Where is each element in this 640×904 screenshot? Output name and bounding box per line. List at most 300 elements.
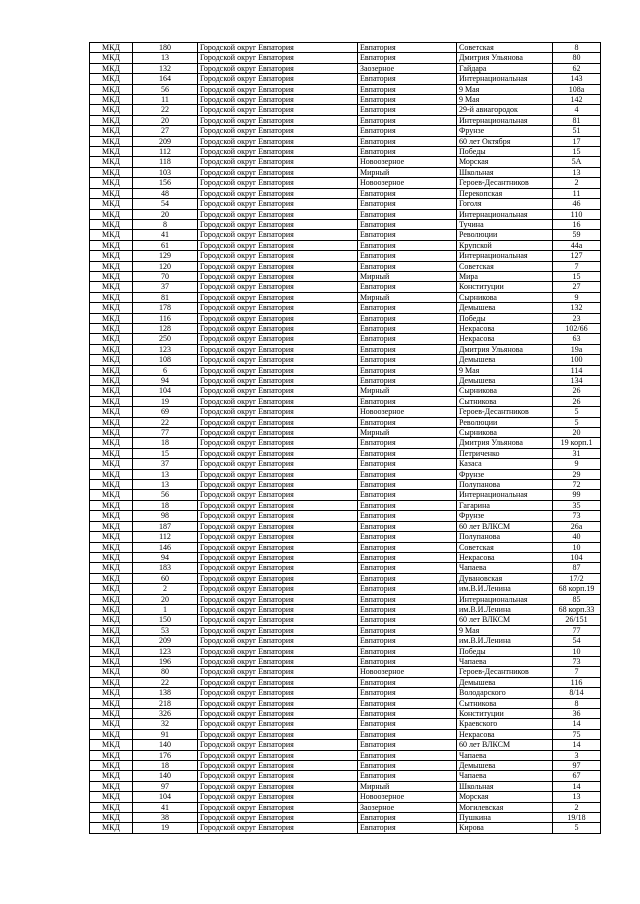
building-type-cell: МКД [90,667,133,677]
district-cell: Городской округ Евпатория [198,323,358,333]
object-number-cell: 140 [133,740,198,750]
house-number-cell: 19 корп.1 [553,438,601,448]
object-number-cell: 13 [133,53,198,63]
settlement-cell: Евпатория [358,500,457,510]
house-number-cell: 51 [553,126,601,136]
table-row [90,344,601,354]
street-cell: Победы [457,313,553,323]
district-cell: Городской округ Евпатория [198,188,358,198]
district-cell: Городской округ Евпатория [198,480,358,490]
house-number-cell: 54 [553,636,601,646]
street-cell: Дмитрия Ульянова [457,438,553,448]
settlement-cell: Мирный [358,386,457,396]
object-number-cell: 164 [133,74,198,84]
table-row [90,469,601,479]
object-number-cell: 37 [133,282,198,292]
settlement-cell: Евпатория [358,84,457,94]
building-type-cell: МКД [90,813,133,823]
house-number-cell: 5 [553,407,601,417]
district-cell: Городской округ Евпатория [198,761,358,771]
house-number-cell: 19/18 [553,813,601,823]
house-number-cell: 26 [553,386,601,396]
building-type-cell: МКД [90,292,133,302]
house-number-cell: 102/66 [553,323,601,333]
district-cell: Городской округ Евпатория [198,500,358,510]
street-cell: Фрунзе [457,469,553,479]
street-cell: 60 лет ВЛКСМ [457,521,553,531]
table-row [90,761,601,771]
district-cell: Городской округ Евпатория [198,292,358,302]
street-cell: Некрасова [457,729,553,739]
settlement-cell: Евпатория [358,719,457,729]
house-number-cell: 5 [553,417,601,427]
house-number-cell: 27 [553,282,601,292]
house-number-cell: 10 [553,542,601,552]
house-number-cell: 17 [553,136,601,146]
object-number-cell: 81 [133,292,198,302]
building-type-cell: МКД [90,95,133,105]
building-type-cell: МКД [90,521,133,531]
object-number-cell: 2 [133,584,198,594]
settlement-cell: Евпатория [358,646,457,656]
street-cell: Сытникова [457,698,553,708]
building-type-cell: МКД [90,105,133,115]
settlement-cell: Евпатория [358,656,457,666]
district-cell: Городской округ Евпатория [198,750,358,760]
table-row [90,802,601,812]
settlement-cell: Новоозерное [358,667,457,677]
building-type-cell: МКД [90,615,133,625]
house-number-cell: 14 [553,781,601,791]
table-row [90,500,601,510]
house-number-cell: 80 [553,53,601,63]
district-cell: Городской округ Евпатория [198,719,358,729]
object-number-cell: 54 [133,199,198,209]
district-cell: Городской округ Евпатория [198,147,358,157]
settlement-cell: Евпатория [358,438,457,448]
house-number-cell: 10 [553,646,601,656]
object-number-cell: 132 [133,63,198,73]
object-number-cell: 112 [133,532,198,542]
table-row [90,43,601,53]
building-type-cell: МКД [90,719,133,729]
table-row [90,105,601,115]
street-cell: 9 Мая [457,365,553,375]
building-type-cell: МКД [90,750,133,760]
settlement-cell: Евпатория [358,563,457,573]
building-type-cell: МКД [90,303,133,313]
house-number-cell: 75 [553,729,601,739]
building-type-cell: МКД [90,365,133,375]
table-row [90,490,601,500]
building-type-cell: МКД [90,230,133,240]
district-cell: Городской округ Евпатория [198,771,358,781]
building-type-cell: МКД [90,136,133,146]
object-number-cell: 138 [133,688,198,698]
house-number-cell: 68 корп.19 [553,584,601,594]
district-cell: Городской округ Евпатория [198,448,358,458]
object-number-cell: 8 [133,219,198,229]
object-number-cell: 140 [133,771,198,781]
street-cell: Интернациональная [457,115,553,125]
house-number-cell: 20 [553,428,601,438]
street-cell: Володарского [457,688,553,698]
settlement-cell: Евпатория [358,282,457,292]
street-cell: Сытникова [457,396,553,406]
table-row [90,199,601,209]
table-row [90,53,601,63]
settlement-cell: Евпатория [358,448,457,458]
district-cell: Городской округ Евпатория [198,740,358,750]
district-cell: Городской округ Евпатория [198,792,358,802]
table-row [90,84,601,94]
table-row [90,126,601,136]
building-type-cell: МКД [90,271,133,281]
object-number-cell: 94 [133,376,198,386]
object-number-cell: 178 [133,303,198,313]
table-row [90,313,601,323]
table-row [90,563,601,573]
district-cell: Городской округ Евпатория [198,240,358,250]
object-number-cell: 128 [133,323,198,333]
building-type-cell: МКД [90,199,133,209]
district-cell: Городской округ Евпатория [198,802,358,812]
object-number-cell: 38 [133,813,198,823]
street-cell: Гайдара [457,63,553,73]
building-type-cell: МКД [90,126,133,136]
street-cell: им.В.И.Ленина [457,584,553,594]
district-cell: Городской округ Евпатория [198,729,358,739]
table-row [90,282,601,292]
building-type-cell: МКД [90,594,133,604]
building-type-cell: МКД [90,761,133,771]
settlement-cell: Евпатория [358,688,457,698]
settlement-cell: Евпатория [358,615,457,625]
house-number-cell: 99 [553,490,601,500]
building-type-cell: МКД [90,656,133,666]
settlement-cell: Евпатория [358,376,457,386]
street-cell: 60 лет Октября [457,136,553,146]
house-number-cell: 9 [553,459,601,469]
building-type-cell: МКД [90,219,133,229]
district-cell: Городской округ Евпатория [198,615,358,625]
district-cell: Городской округ Евпатория [198,376,358,386]
district-cell: Городской округ Евпатория [198,199,358,209]
street-cell: Чапаева [457,750,553,760]
table-row [90,438,601,448]
district-cell: Городской округ Евпатория [198,552,358,562]
district-cell: Городской округ Евпатория [198,428,358,438]
street-cell: Интернациональная [457,490,553,500]
object-number-cell: 11 [133,95,198,105]
table-row [90,677,601,687]
district-cell: Городской округ Евпатория [198,604,358,614]
house-number-cell: 62 [553,63,601,73]
building-type-cell: МКД [90,688,133,698]
district-cell: Городской округ Евпатория [198,709,358,719]
settlement-cell: Заозерное [358,63,457,73]
house-number-cell: 26 [553,396,601,406]
table-row [90,615,601,625]
table-row [90,209,601,219]
object-number-cell: 69 [133,407,198,417]
street-cell: Дмитрия Ульянова [457,53,553,63]
district-cell: Городской округ Евпатория [198,230,358,240]
street-cell: Революции [457,230,553,240]
settlement-cell: Евпатория [358,126,457,136]
building-type-cell: МКД [90,542,133,552]
object-number-cell: 15 [133,448,198,458]
house-number-cell: 13 [553,792,601,802]
object-number-cell: 180 [133,43,198,53]
object-number-cell: 70 [133,271,198,281]
object-number-cell: 20 [133,209,198,219]
house-number-cell: 5 [553,823,601,833]
settlement-cell: Евпатория [358,636,457,646]
building-type-cell: МКД [90,417,133,427]
object-number-cell: 13 [133,480,198,490]
street-cell: Интернациональная [457,594,553,604]
street-cell: 29-й авиагородок [457,105,553,115]
table-row [90,115,601,125]
table-row [90,365,601,375]
building-type-cell: МКД [90,563,133,573]
house-number-cell: 36 [553,709,601,719]
district-cell: Городской округ Евпатория [198,667,358,677]
street-cell: Дмитрия Ульянова [457,344,553,354]
street-cell: Чапаева [457,563,553,573]
table-row [90,167,601,177]
street-cell: Могилевская [457,802,553,812]
settlement-cell: Новоозерное [358,178,457,188]
street-cell: Героев-Десантников [457,178,553,188]
object-number-cell: 146 [133,542,198,552]
building-type-cell: МКД [90,740,133,750]
district-cell: Городской округ Евпатория [198,438,358,448]
object-number-cell: 1 [133,604,198,614]
street-cell: Школьная [457,167,553,177]
house-number-cell: 13 [553,167,601,177]
building-type-cell: МКД [90,407,133,417]
house-number-cell: 134 [553,376,601,386]
street-cell: Пушкина [457,813,553,823]
object-number-cell: 19 [133,396,198,406]
district-cell: Городской округ Евпатория [198,53,358,63]
house-number-cell: 26/151 [553,615,601,625]
table-row [90,63,601,73]
district-cell: Городской округ Евпатория [198,646,358,656]
object-number-cell: 48 [133,188,198,198]
object-number-cell: 6 [133,365,198,375]
settlement-cell: Евпатория [358,490,457,500]
building-type-cell: МКД [90,573,133,583]
settlement-cell: Евпатория [358,219,457,229]
table-row [90,480,601,490]
district-cell: Городской округ Евпатория [198,396,358,406]
table-row [90,219,601,229]
object-number-cell: 77 [133,428,198,438]
settlement-cell: Евпатория [358,480,457,490]
street-cell: им.В.И.Ленина [457,636,553,646]
building-type-cell: МКД [90,386,133,396]
house-number-cell: 100 [553,355,601,365]
settlement-cell: Евпатория [358,365,457,375]
street-cell: Демышева [457,677,553,687]
house-number-cell: 85 [553,594,601,604]
table-row [90,656,601,666]
object-number-cell: 37 [133,459,198,469]
settlement-cell: Евпатория [358,594,457,604]
house-number-cell: 127 [553,251,601,261]
district-cell: Городской округ Евпатория [198,532,358,542]
district-cell: Городской округ Евпатория [198,459,358,469]
object-number-cell: 98 [133,511,198,521]
settlement-cell: Евпатория [358,230,457,240]
table-row [90,740,601,750]
table-row [90,459,601,469]
house-number-cell: 16 [553,219,601,229]
building-type-cell: МКД [90,74,133,84]
settlement-cell: Евпатория [358,147,457,157]
document-page [89,42,600,834]
settlement-cell: Мирный [358,167,457,177]
settlement-cell: Евпатория [358,417,457,427]
building-type-cell: МКД [90,469,133,479]
building-type-cell: МКД [90,84,133,94]
street-cell: Гагарина [457,500,553,510]
object-number-cell: 97 [133,781,198,791]
settlement-cell: Евпатория [358,823,457,833]
table-row [90,813,601,823]
street-cell: Гоголя [457,199,553,209]
settlement-cell: Евпатория [358,552,457,562]
settlement-cell: Евпатория [358,261,457,271]
district-cell: Городской округ Евпатория [198,74,358,84]
house-number-cell: 7 [553,261,601,271]
table-row [90,157,601,167]
district-cell: Городской округ Евпатория [198,407,358,417]
table-row [90,230,601,240]
table-row [90,542,601,552]
settlement-cell: Евпатория [358,740,457,750]
table-row [90,552,601,562]
table-row [90,719,601,729]
object-number-cell: 150 [133,615,198,625]
district-cell: Городской округ Евпатория [198,677,358,687]
street-cell: 60 лет ВЛКСМ [457,740,553,750]
table-row [90,376,601,386]
object-number-cell: 22 [133,677,198,687]
building-type-cell: МКД [90,209,133,219]
object-number-cell: 183 [133,563,198,573]
building-type-cell: МКД [90,677,133,687]
street-cell: Перекопская [457,188,553,198]
house-number-cell: 14 [553,719,601,729]
district-cell: Городской округ Евпатория [198,490,358,500]
table-row [90,303,601,313]
settlement-cell: Евпатория [358,761,457,771]
house-number-cell: 9 [553,292,601,302]
object-number-cell: 218 [133,698,198,708]
object-number-cell: 108 [133,355,198,365]
district-cell: Городской округ Евпатория [198,625,358,635]
object-number-cell: 61 [133,240,198,250]
house-number-cell: 4 [553,105,601,115]
street-cell: Чапаева [457,771,553,781]
table-row [90,729,601,739]
house-number-cell: 15 [553,271,601,281]
street-cell: Героев-Десантников [457,407,553,417]
building-type-cell: МКД [90,584,133,594]
settlement-cell: Евпатория [358,313,457,323]
street-cell: Революции [457,417,553,427]
house-number-cell: 29 [553,469,601,479]
building-type-cell: МКД [90,781,133,791]
table-row [90,251,601,261]
district-cell: Городской округ Евпатория [198,813,358,823]
house-number-cell: 2 [553,802,601,812]
house-number-cell: 2 [553,178,601,188]
table-row [90,521,601,531]
street-cell: Школьная [457,781,553,791]
object-number-cell: 27 [133,126,198,136]
object-number-cell: 187 [133,521,198,531]
district-cell: Городской округ Евпатория [198,688,358,698]
settlement-cell: Евпатория [358,334,457,344]
house-number-cell: 46 [553,199,601,209]
object-number-cell: 41 [133,230,198,240]
object-number-cell: 56 [133,84,198,94]
settlement-cell: Мирный [358,781,457,791]
table-row [90,604,601,614]
object-number-cell: 60 [133,573,198,583]
building-type-cell: МКД [90,344,133,354]
building-type-cell: МКД [90,115,133,125]
table-row [90,334,601,344]
street-cell: Некрасова [457,552,553,562]
building-type-cell: МКД [90,313,133,323]
street-cell: Петриченко [457,448,553,458]
settlement-cell: Евпатория [358,573,457,583]
settlement-cell: Евпатория [358,105,457,115]
housing-table [89,42,601,834]
table-row [90,781,601,791]
object-number-cell: 91 [133,729,198,739]
table-row [90,178,601,188]
district-cell: Городской округ Евпатория [198,178,358,188]
street-cell: Фрунзе [457,511,553,521]
object-number-cell: 326 [133,709,198,719]
street-cell: Морская [457,792,553,802]
settlement-cell: Евпатория [358,469,457,479]
table-row [90,271,601,281]
table-row [90,74,601,84]
table-row [90,771,601,781]
settlement-cell: Евпатория [358,677,457,687]
building-type-cell: МКД [90,490,133,500]
table-row [90,407,601,417]
object-number-cell: 129 [133,251,198,261]
building-type-cell: МКД [90,646,133,656]
house-number-cell: 104 [553,552,601,562]
house-number-cell: 87 [553,563,601,573]
settlement-cell: Новоозерное [358,157,457,167]
district-cell: Городской округ Евпатория [198,271,358,281]
building-type-cell: МКД [90,157,133,167]
building-type-cell: МКД [90,823,133,833]
object-number-cell: 156 [133,178,198,188]
house-number-cell: 8 [553,698,601,708]
